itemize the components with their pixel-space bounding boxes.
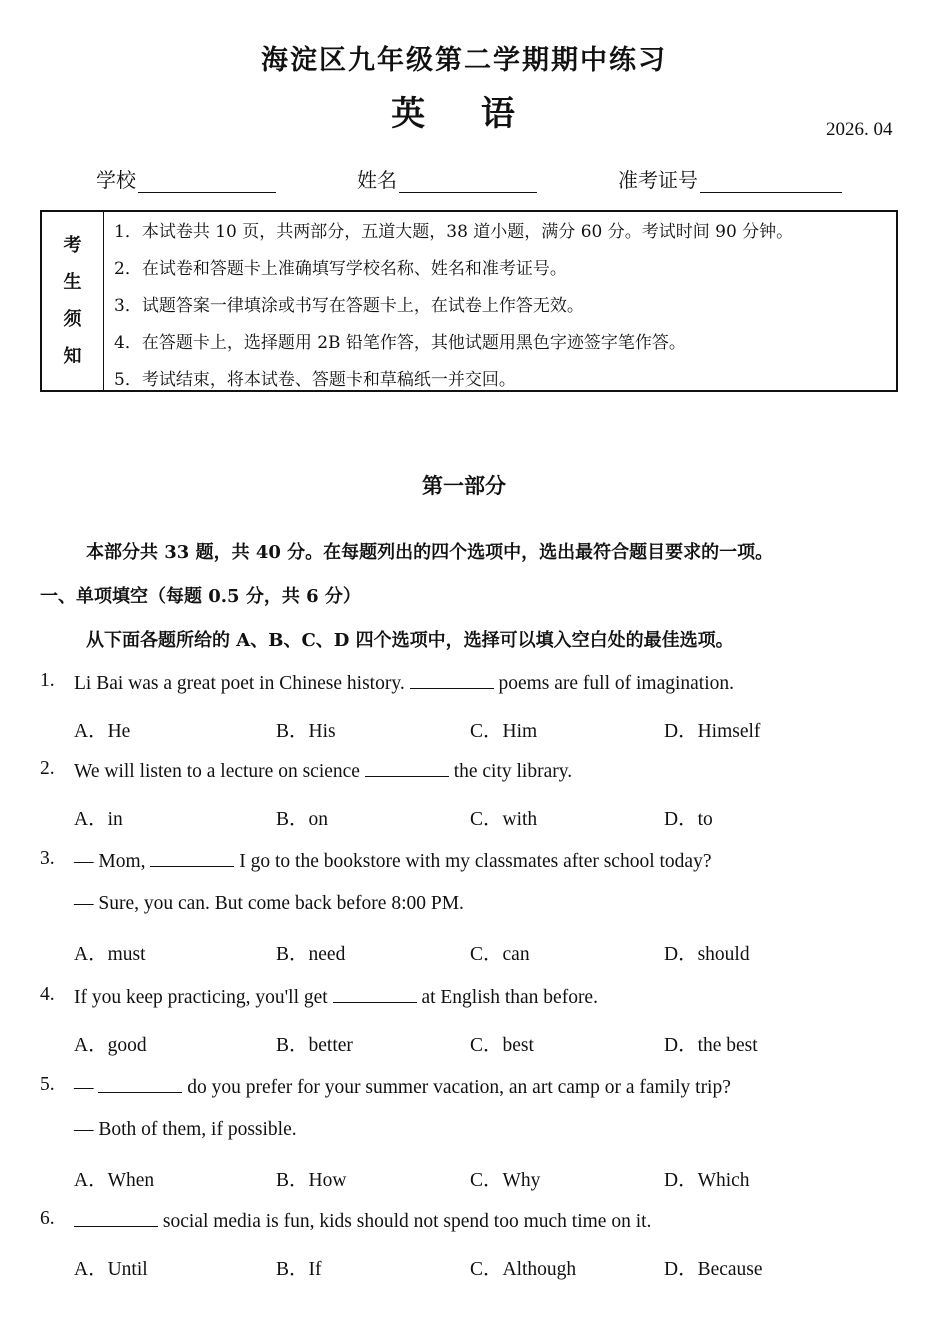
section-instruction: 从下面各题所给的 A、B、C、D 四个选项中，选择可以填入空白处的最佳选项。 (86, 630, 734, 651)
question-number: 3. (40, 848, 55, 869)
school-label: 学校 (96, 168, 136, 192)
answer-option: A．in (74, 809, 123, 830)
notice-label (42, 212, 104, 390)
notice-label-char: 生 (63, 272, 82, 293)
name-field (357, 164, 537, 193)
answer-blank (365, 758, 449, 777)
notice-label-char: 考 (63, 235, 82, 256)
answer-blank (150, 848, 234, 867)
answer-option: A．good (74, 1035, 147, 1056)
section-title: 一、单项填空（每题 0.5 分，共 6 分） (40, 586, 361, 607)
answer-option: C．can (470, 944, 530, 965)
part-intro: 本部分共 33 题，共 40 分。在每题列出的四个选项中，选出最符合题目要求的一项。 (86, 542, 774, 563)
answer-option: D．Which (664, 1170, 750, 1191)
stem-text: social media is fun, kids should not spend too much time on it. (158, 1211, 652, 1232)
stem-text: I go to the bookstore with my classmates after school today? (234, 851, 712, 872)
stem-text: — Mom, (74, 851, 151, 872)
question-stem (74, 848, 711, 873)
answer-option: A．When (74, 1170, 155, 1191)
stem-text: If you keep practicing, you'll get (74, 987, 333, 1008)
question-number: 4. (40, 984, 55, 1005)
stem-text: We will listen to a lecture on science (74, 761, 365, 782)
question-dialogue-line (74, 1119, 297, 1141)
answer-option: D．the best (664, 1035, 758, 1056)
answer-blank (333, 984, 417, 1003)
name-label: 姓名 (357, 168, 397, 192)
answer-option: A．He (74, 721, 131, 742)
answer-option: C．best (470, 1035, 534, 1056)
answer-option: C．Him (470, 721, 538, 742)
answer-option: C．with (470, 809, 538, 830)
answer-option: C．Why (470, 1170, 541, 1191)
question-stem (74, 1074, 731, 1099)
notice-item: 3．试题答案一律填涂或书写在答题卡上，在试卷上作答无效。 (114, 296, 584, 316)
notice-item: 4．在答题卡上，选择题用 2B 铅笔作答，其他试题用黑色字迹签字笔作答。 (114, 333, 686, 353)
answer-option: C．Although (470, 1259, 577, 1280)
answer-option: B．How (276, 1170, 347, 1191)
question-stem (74, 758, 572, 783)
notice-item: 5．考试结束，将本试卷、答题卡和草稿纸一并交回。 (114, 370, 516, 390)
answer-blank (74, 1208, 158, 1227)
answer-blank (410, 670, 494, 689)
notice-label-char: 知 (63, 346, 82, 367)
question-stem (74, 984, 598, 1009)
stem-text: — (74, 1077, 99, 1098)
stem-text: Li Bai was a great poet in Chinese history. (74, 673, 410, 694)
answer-option: B．need (276, 944, 346, 965)
notice-item: 1．本试卷共 10 页，共两部分，五道大题，38 道小题，满分 60 分。考试时间 90 分钟。 (114, 222, 794, 242)
stem-text: — Sure, you can. But come back before 8:00 PM. (74, 893, 464, 914)
question-stem (74, 670, 734, 695)
answer-option: D．should (664, 944, 750, 965)
school-field (96, 164, 276, 193)
answer-option: B．His (276, 721, 336, 742)
question-number: 6. (40, 1208, 55, 1229)
notice-list (104, 212, 896, 390)
stem-text: do you prefer for your summer vacation, an art camp or a family trip? (182, 1077, 731, 1098)
exam-id-label: 准考证号 (618, 168, 698, 192)
answer-blank (98, 1074, 182, 1093)
exam-title: 海淀区九年级第二学期期中练习 (261, 45, 667, 76)
notice-label-char: 须 (63, 309, 82, 330)
stem-text: — Both of them, if possible. (74, 1119, 297, 1140)
answer-option: D．Because (664, 1259, 763, 1280)
exam-id-field (618, 164, 842, 193)
answer-option: B．If (276, 1259, 322, 1280)
question-dialogue-line (74, 893, 464, 915)
answer-option: A．must (74, 944, 146, 965)
name-blank (399, 170, 537, 193)
stem-text: at English than before. (416, 987, 598, 1008)
notice-item: 2．在试卷和答题卡上准确填写学校名称、姓名和准考证号。 (114, 259, 567, 279)
stem-text: poems are full of imagination. (493, 673, 735, 694)
stem-text: the city library. (448, 761, 573, 782)
answer-option: D．to (664, 809, 713, 830)
answer-option: B．better (276, 1035, 353, 1056)
answer-option: B．on (276, 809, 329, 830)
answer-option: A．Until (74, 1259, 148, 1280)
exam-id-blank (700, 170, 842, 193)
part-title: 第一部分 (422, 473, 506, 498)
question-number: 1. (40, 670, 55, 691)
question-stem (74, 1208, 651, 1233)
question-number: 5. (40, 1074, 55, 1095)
exam-date: 2026. 04 (826, 119, 893, 140)
notice-box (40, 210, 898, 392)
subject-title: 英 语 (391, 94, 537, 134)
answer-option: D．Himself (664, 721, 761, 742)
question-number: 2. (40, 758, 55, 779)
school-blank (138, 170, 276, 193)
